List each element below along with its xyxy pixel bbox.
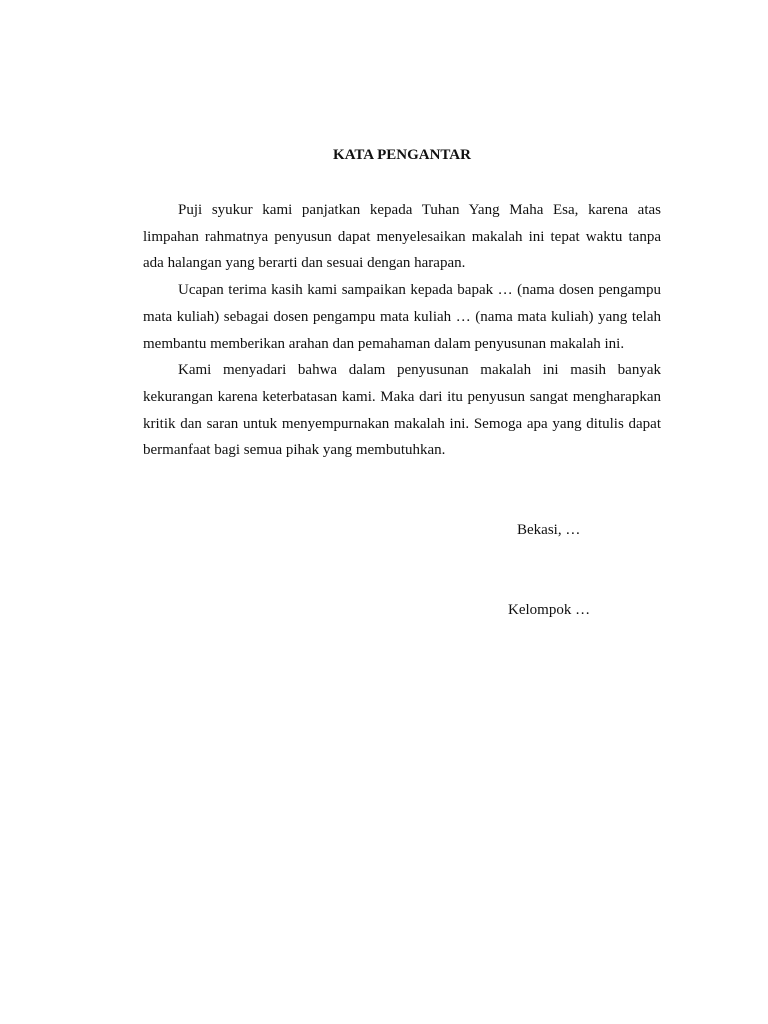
body-text [143, 197, 661, 464]
page-title: KATA PENGANTAR [333, 147, 471, 163]
paragraph: Kami menyadari bahwa dalam penyusunan makalah ini masih banyak kekurangan karena keterbatasan kami. Maka dari itu penyusun sangat mengharapkan kritik dan saran untuk menyempurnakan makalah ini. Semoga apa yang ditulis dapat bermanfaat bagi semua pihak yang membutuhkan. [143, 362, 661, 459]
place-date: Bekasi, … [517, 522, 581, 538]
signature: Kelompok … [508, 602, 591, 618]
paragraph: Puji syukur kami panjatkan kepada Tuhan Yang Maha Esa, karena atas limpahan rahmatnya penyusun dapat menyelesaikan makalah ini tepat waktu tanpa ada halangan yang berarti dan sesuai dengan harapan. [143, 202, 661, 272]
paragraph: Ucapan terima kasih kami sampaikan kepada bapak … (nama dosen pengampu mata kuliah) sebagai dosen pengampu mata kuliah … (nama mata kuliah) yang telah membantu memberikan arahan dan pemahaman dalam penyusunan makalah ini. [143, 282, 661, 352]
